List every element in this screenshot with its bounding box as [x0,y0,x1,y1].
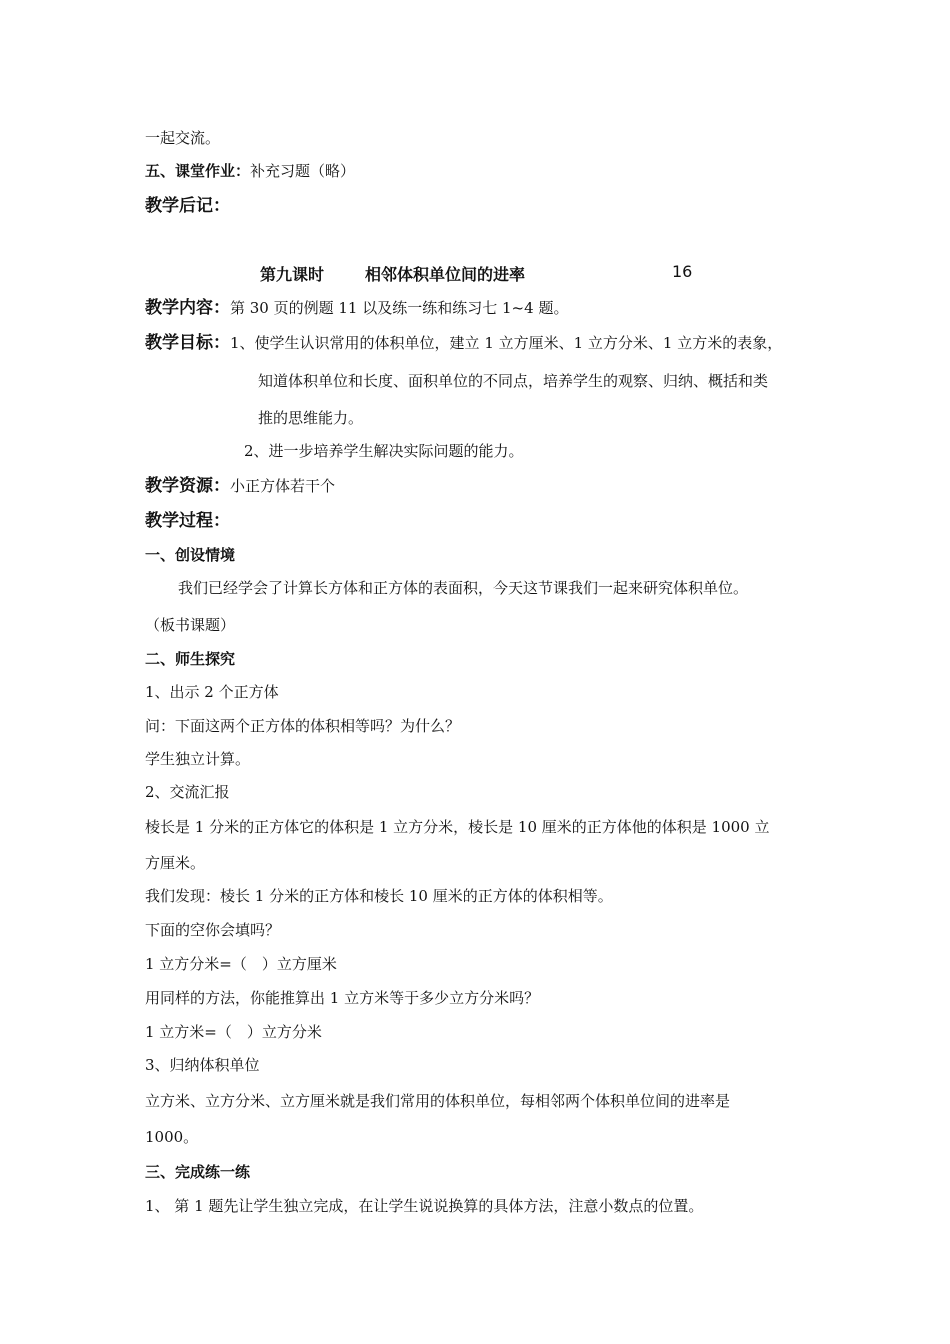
section2-line-3: 学生独立计算。 [145,750,251,768]
section2-line-1: 1、出示 2 个正方体 [145,683,279,701]
content-line [145,298,568,318]
prev-closing-line: 一起交流。 [145,129,221,147]
section2-line-9: 用同样的方法，你能推算出 1 立方米等于多少立方分米吗？ [145,989,540,1007]
section2-line-2: 问：下面这两个正方体的体积相等吗？为什么？ [145,717,461,735]
section2-line-12a: 立方米、立方分米、立方厘米就是我们常用的体积单位，每相邻两个体积单位间的进率是 [145,1092,731,1110]
section2-line-4: 2、交流汇报 [145,783,230,801]
content-label: 教学内容： [145,298,230,318]
section1-note: （板书课题） [145,616,236,634]
resources-label: 教学资源： [145,476,230,496]
section2-heading: 二、师生探究 [145,650,236,668]
section2-line-11: 3、归纳体积单位 [145,1056,260,1074]
section2-line-5b: 方厘米。 [145,854,206,872]
homework-label: 五、课堂作业： [145,162,251,180]
lesson-title-left: 第九课时 [260,265,325,284]
goal1-line-b: 知道体积单位和长度、面积单位的不同点，培养学生的观察、归纳、概括和类 [258,372,769,390]
resources-text: 小正方体若干个 [230,477,336,495]
homework-text: 补充习题（略） [250,162,356,180]
lesson-title-main: 相邻体积单位间的进率 [365,265,526,284]
section2-line-8: 1 立方分米=（ ）立方厘米 [145,955,337,973]
goal1-line-a [145,333,782,353]
goal1-line-c: 推的思维能力。 [258,409,364,427]
section3-heading: 三、完成练一练 [145,1163,251,1181]
goal1-text-a: 1、使学生认识常用的体积单位，建立 1 立方厘米、1 立方分米、1 立方米的表象， [230,334,783,352]
section1-heading: 一、创设情境 [145,546,236,564]
process-label: 教学过程： [145,511,230,531]
resources-line [145,476,335,496]
content-text: 第 30 页的例题 11 以及练一练和练习七 1~4 题。 [230,299,569,317]
section2-line-6: 我们发现：棱长 1 分米的正方体和棱长 10 厘米的正方体的体积相等。 [145,887,613,905]
homework-line [145,161,355,181]
section1-paragraph: 我们已经学会了计算长方体和正方体的表面积，今天这节课我们一起来研究体积单位。 [178,579,749,597]
section3-line-1: 1、 第 1 题先让学生独立完成，在让学生说说换算的具体方法，注意小数点的位置。 [145,1197,704,1215]
section2-line-7: 下面的空你会填吗？ [145,921,281,939]
goals-label: 教学目标： [145,333,230,353]
lesson-title-number: 16 [672,262,693,281]
section2-line-10: 1 立方米=（ ）立方分米 [145,1023,322,1041]
section2-line-12b: 1000。 [145,1128,199,1146]
notes-label: 教学后记： [145,196,230,216]
section2-line-5a: 棱长是 1 分米的正方体它的体积是 1 立方分米，棱长是 10 厘米的正方体他的体积是 1000 立 [145,818,770,836]
goal2-line: 2、进一步培养学生解决实际问题的能力。 [244,442,524,460]
